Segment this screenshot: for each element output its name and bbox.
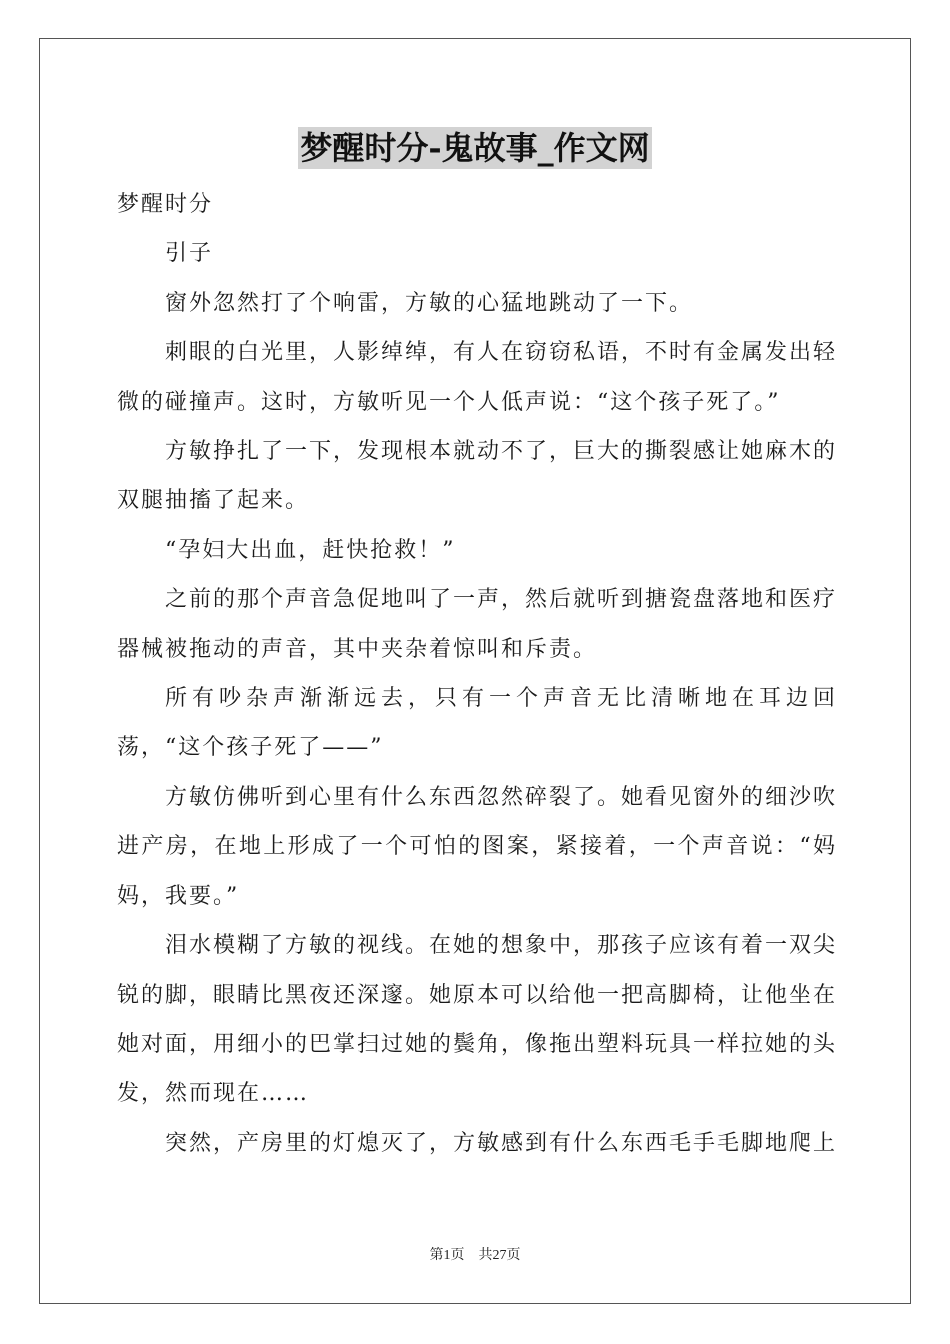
paragraph: 突然，产房里的灯熄灭了，方敏感到有什么东西毛手毛脚地爬上 <box>165 1130 838 1156</box>
paragraph: 窗外忽然打了个响雷，方敏的心猛地跳动了一下。 <box>165 290 694 316</box>
title-container <box>0 127 950 169</box>
article-body <box>117 180 837 1168</box>
paragraph: 之前的那个声音急促地叫了一声，然后就听到搪瓷盘落地和医疗器械被拖动的声音，其中夹杂着惊叫和斥责。 <box>117 587 838 662</box>
page-title: 梦醒时分-鬼故事_作文网 <box>300 129 650 167</box>
paragraph: 刺眼的白光里，人影绰绰，有人在窃窃私语，不时有金属发出轻微的碰撞声。这时，方敏听见一个人低声说：“这个孩子死了。” <box>117 340 838 415</box>
page-footer <box>0 1246 950 1266</box>
paragraph: 方敏仿佛听到心里有什么东西忽然碎裂了。她看见窗外的细沙吹进产房，在地上形成了一个可怕的图案，紧接着，一个声音说：“妈妈，我要。” <box>117 784 838 909</box>
page-total: 共27页 <box>478 1248 521 1263</box>
paragraph: 引子 <box>165 241 214 267</box>
paragraph: 方敏挣扎了一下，发现根本就动不了，巨大的撕裂感让她麻木的双腿抽搐了起来。 <box>117 439 838 514</box>
paragraph: “孕妇大出血，赶快抢救！” <box>165 537 456 563</box>
paragraph: 所有吵杂声渐渐远去，只有一个声音无比清晰地在耳边回荡，“这个孩子死了——” <box>117 686 837 761</box>
page-number: 第1页 <box>429 1248 465 1263</box>
paragraph: 泪水模糊了方敏的视线。在她的想象中，那孩子应该有着一双尖锐的脚，眼睛比黑夜还深邃。她原本可以给他一把高脚椅，让他坐在她对面，用细小的巴掌扫过她的鬓角，像拖出塑料玩具一样拉她的头发，然而现在…… <box>117 933 838 1107</box>
article-heading: 梦醒时分 <box>117 192 214 217</box>
